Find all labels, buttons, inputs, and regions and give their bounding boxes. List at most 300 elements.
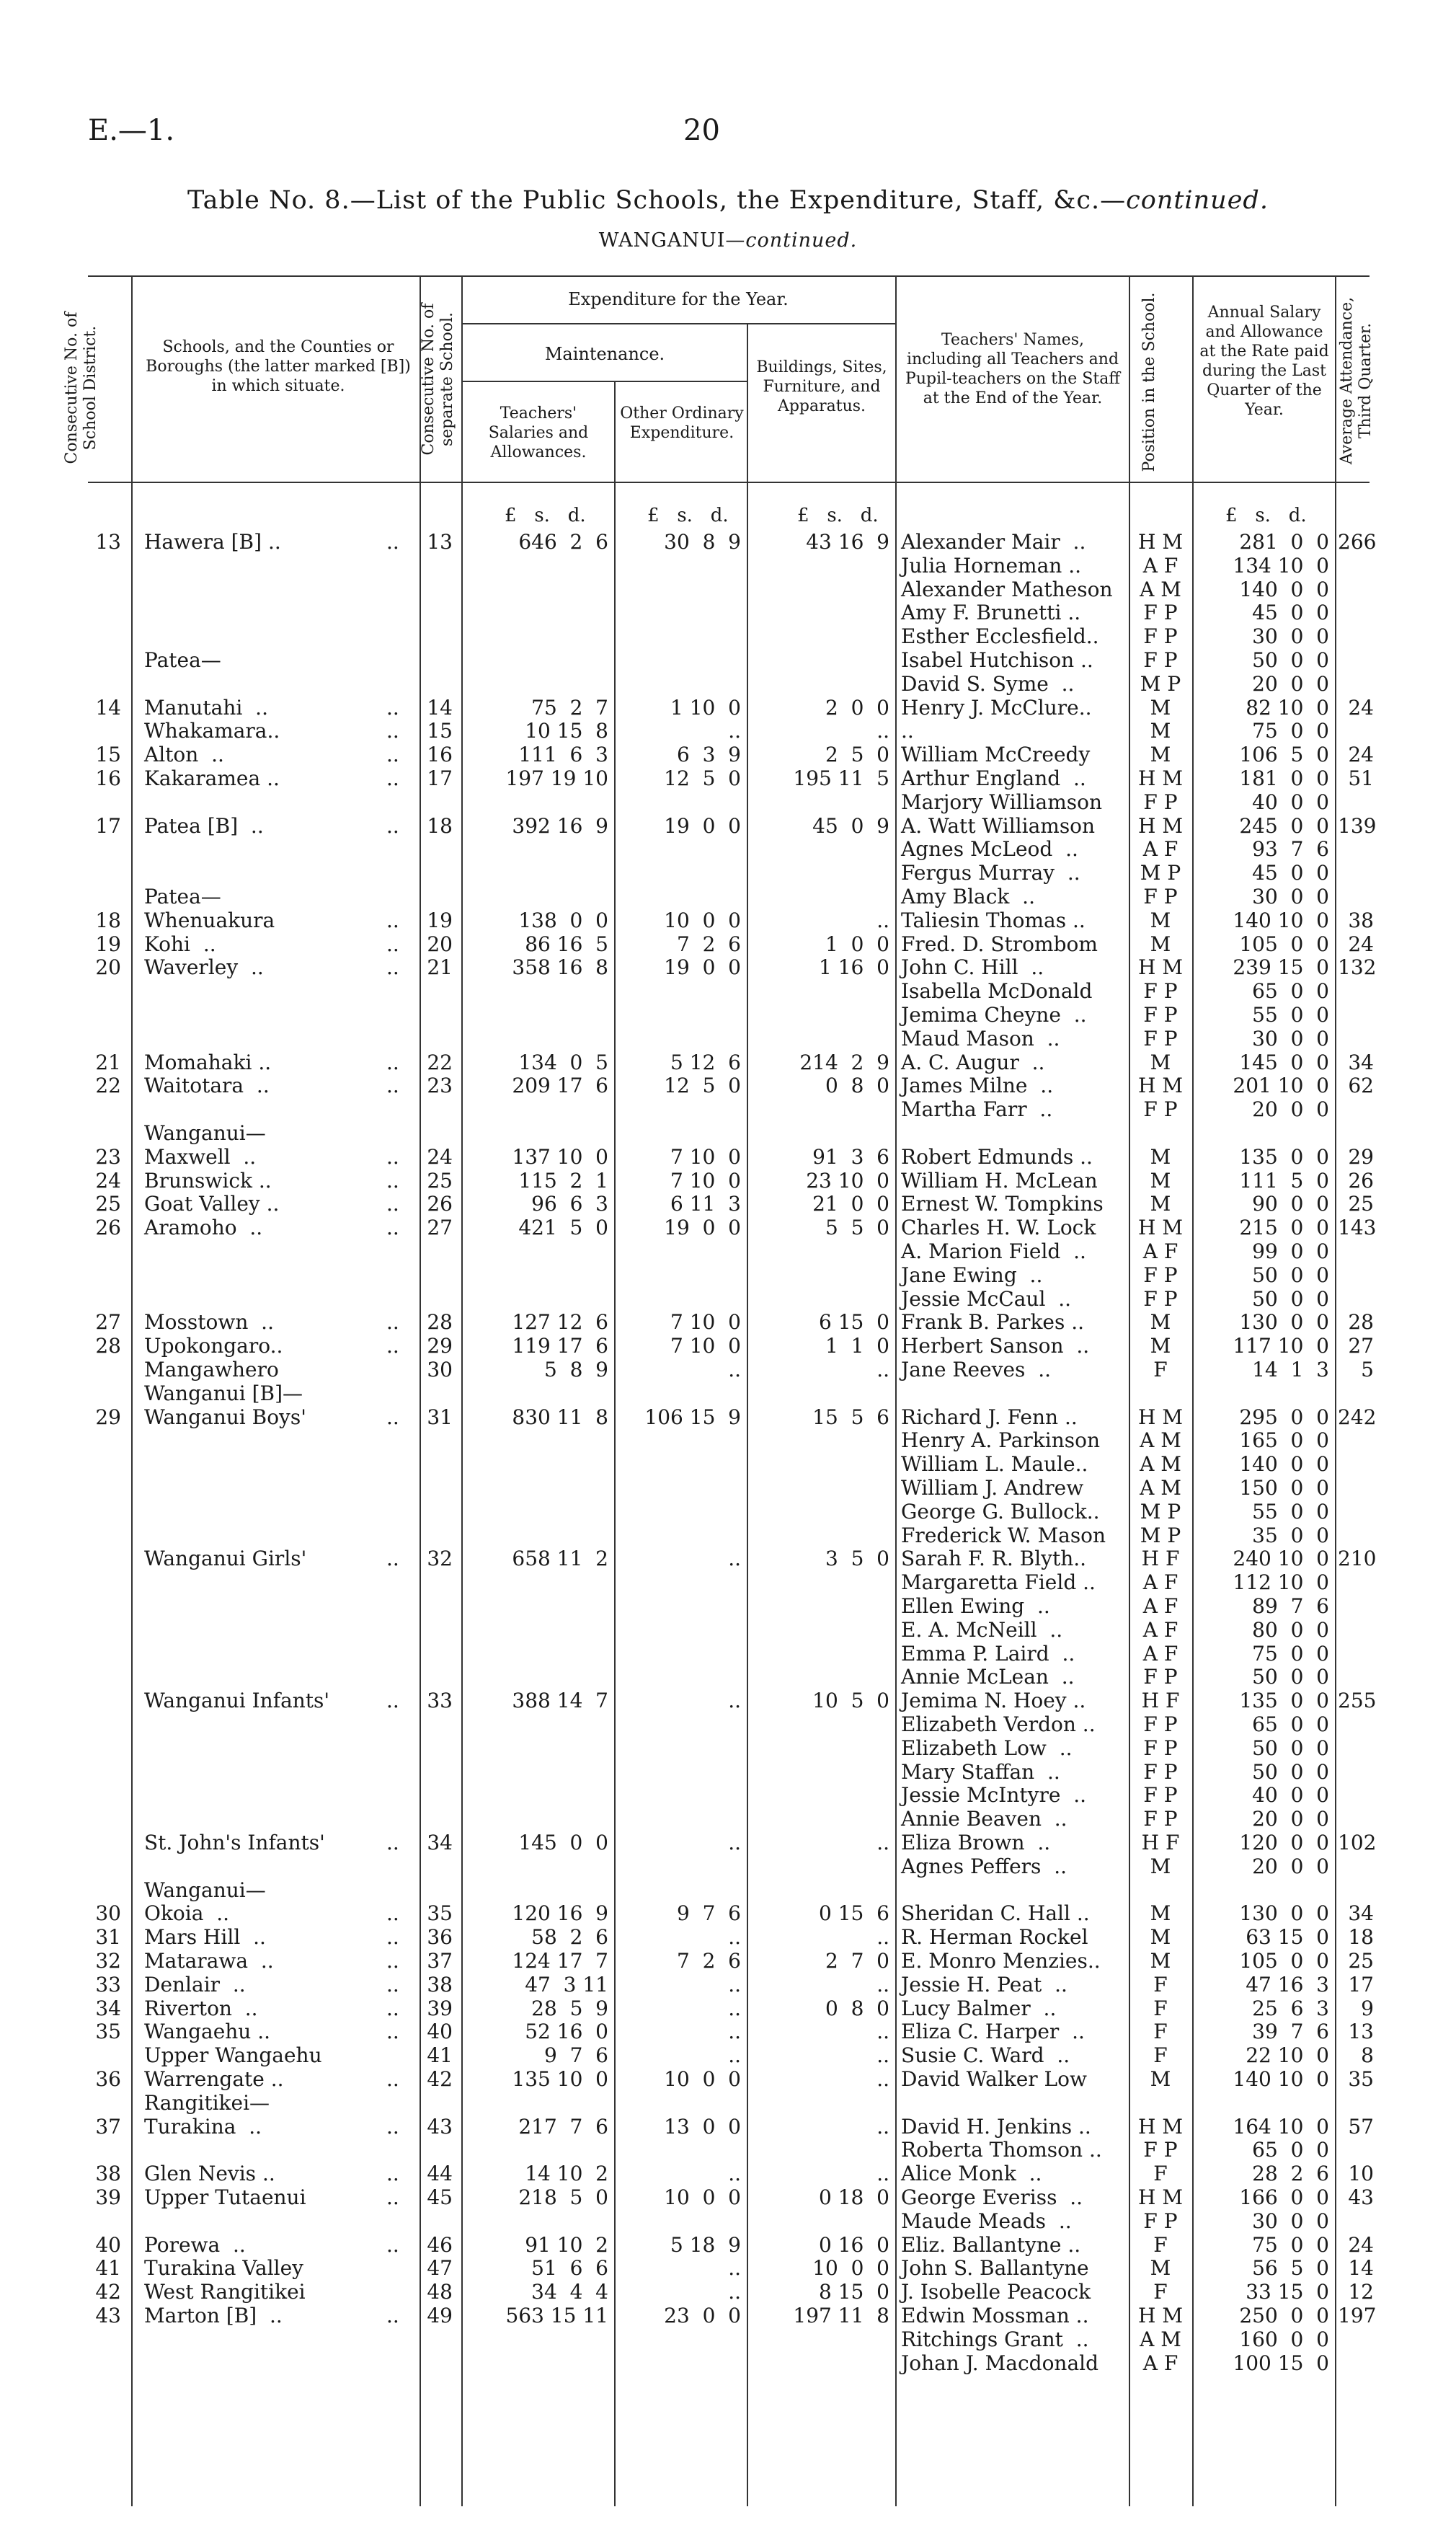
table-row [0, 862, 1456, 885]
attendance: 29 [1348, 1144, 1374, 1169]
table-row [0, 649, 1456, 672]
table-row [0, 1382, 1456, 1405]
table-row [0, 1879, 1456, 1902]
school-name: Turakina .. [144, 2114, 262, 2139]
buildings: .. [876, 2162, 889, 2186]
school-no: 22 [427, 1050, 453, 1074]
table-row [0, 1406, 1456, 1429]
teacher-name: Eliza C. Harper .. [901, 2020, 1085, 2044]
school-name: Mosstown .. [144, 1310, 274, 1335]
leader-dots: .. [386, 2020, 399, 2044]
salary-rate: 140 10 0 [1233, 908, 1329, 932]
school-no: 39 [427, 1996, 453, 2020]
attendance: 242 [1338, 1405, 1377, 1429]
school-name: Upper Wangaehu [144, 2043, 322, 2068]
position: F P [1143, 1097, 1178, 1122]
teacher-name: Arthur England .. [901, 766, 1086, 790]
leader-dots: .. [386, 1310, 399, 1335]
position: M [1150, 1854, 1171, 1878]
salary-rate: 20 0 0 [1252, 1097, 1329, 1122]
attendance: 24 [1348, 743, 1374, 767]
school-no: 29 [427, 1334, 453, 1358]
teacher-name: William J. Andrew [901, 1476, 1084, 1500]
attendance: 17 [1348, 1972, 1374, 1997]
position: M P [1140, 671, 1181, 696]
other-expenditure: .. [728, 2162, 741, 2186]
position: M [1150, 1334, 1171, 1358]
teacher-name: Fergus Murray .. [901, 861, 1080, 885]
teacher-name: J. Isobelle Peacock [901, 2280, 1091, 2304]
attendance: 24 [1348, 695, 1374, 720]
salary-rate: 105 0 0 [1239, 1949, 1329, 1973]
table-row [0, 1240, 1456, 1263]
table-row [0, 933, 1456, 956]
school-name: Waverley .. [144, 955, 264, 980]
title-continued: continued. [1126, 186, 1269, 215]
teacher-name: A. Watt Williamson [901, 813, 1096, 838]
teacher-name: John C. Hill .. [901, 955, 1044, 980]
school-no: 15 [427, 719, 453, 743]
teacher-name: Eliz. Ballantyne .. [901, 2232, 1081, 2257]
salary-rate: 22 10 0 [1246, 2043, 1329, 2068]
attendance: 102 [1338, 1831, 1377, 1854]
teacher-name: Roberta Thomson .. [901, 2138, 1102, 2162]
leader-dots: .. [386, 2067, 399, 2091]
position: M [1150, 1192, 1171, 1216]
district-no: 33 [95, 1972, 121, 1997]
leader-dots: .. [386, 766, 399, 790]
school-no: 28 [427, 1310, 453, 1335]
salary-rate: 45 0 0 [1252, 861, 1329, 885]
table-row [0, 2234, 1456, 2257]
district-continued: continued. [745, 229, 858, 252]
buildings: 214 2 9 [799, 1050, 889, 1074]
school-name: Wanganui— [144, 1878, 266, 1902]
teacher-name: Julia Horneman .. [901, 553, 1082, 578]
school-name: Turakina Valley [144, 2256, 303, 2281]
school-no: 34 [427, 1831, 453, 1854]
position: F [1153, 2162, 1168, 2186]
other-expenditure: 19 0 0 [664, 813, 741, 838]
district-no: 41 [95, 2256, 121, 2281]
salary-rate: 40 0 0 [1252, 790, 1329, 814]
buildings: 10 0 0 [812, 2256, 889, 2281]
attendance: 62 [1348, 1074, 1374, 1098]
salary-rate: 45 0 0 [1252, 601, 1329, 625]
table-row [0, 2186, 1456, 2209]
salaries: 96 6 3 [531, 1192, 608, 1216]
teacher-name: Jemima N. Hoey .. [901, 1689, 1086, 1713]
other-expenditure: 7 2 6 [676, 932, 741, 956]
position: F P [1143, 1759, 1178, 1784]
other-expenditure: 1 10 0 [670, 695, 741, 720]
position: F P [1143, 1003, 1178, 1027]
position: H M [1138, 813, 1183, 838]
salary-rate: 150 0 0 [1239, 1476, 1329, 1500]
school-name: Hawera [B] .. [144, 530, 281, 554]
buildings: 1 16 0 [819, 955, 889, 980]
district-no: 27 [95, 1310, 121, 1335]
attendance: 14 [1348, 2256, 1374, 2281]
attendance: 43 [1348, 2185, 1374, 2209]
salaries: 658 11 2 [512, 1547, 608, 1571]
table-row [0, 1855, 1456, 1878]
salary-rate: 100 15 0 [1233, 2351, 1329, 2375]
other-expenditure: .. [728, 1831, 741, 1854]
position: H M [1138, 2304, 1183, 2327]
units-other: £ s. d. [647, 505, 729, 526]
position: F P [1143, 979, 1178, 1004]
other-expenditure: 13 0 0 [664, 2114, 741, 2139]
salary-rate: 160 0 0 [1239, 2327, 1329, 2351]
leader-dots: .. [386, 2162, 399, 2186]
position: H M [1138, 955, 1183, 980]
other-expenditure: 6 11 3 [670, 1192, 741, 1216]
salary-rate: 33 15 0 [1246, 2280, 1329, 2304]
leader-dots: .. [386, 1901, 399, 1926]
teacher-name: Esther Ecclesfield.. [901, 624, 1099, 649]
table-row [0, 1311, 1456, 1334]
position: M [1150, 2256, 1171, 2281]
school-name: Wangaehu .. [144, 2020, 271, 2044]
buildings: 6 15 0 [819, 1310, 889, 1335]
salary-rate: 130 0 0 [1239, 1310, 1329, 1335]
position: A M [1140, 1452, 1181, 1477]
other-expenditure: .. [728, 1996, 741, 2020]
page-identifier: E.—1. [88, 114, 175, 147]
table-row [0, 1429, 1456, 1452]
school-no: 44 [427, 2162, 453, 2186]
district-no: 19 [95, 932, 121, 956]
school-name: Alton .. [144, 743, 224, 767]
buildings: .. [876, 1972, 889, 1997]
table-row [0, 720, 1456, 743]
position: M [1150, 1310, 1171, 1335]
position: F [1153, 2232, 1168, 2257]
table-row [0, 956, 1456, 979]
table-row [0, 1500, 1456, 1524]
salary-rate: 50 0 0 [1252, 648, 1329, 672]
teacher-name: Mary Staffan .. [901, 1759, 1060, 1784]
header-schools: Schools, and the Counties or Boroughs (the latter marked [B]) in which situate. [146, 338, 411, 395]
school-name: Denlair .. [144, 1972, 246, 1997]
salaries: 218 5 0 [518, 2185, 608, 2209]
district-no: 13 [95, 530, 121, 554]
attendance: 139 [1338, 813, 1377, 838]
buildings: .. [876, 2043, 889, 2068]
position: F P [1143, 648, 1178, 672]
attendance: 12 [1348, 2280, 1374, 2304]
district-no: 15 [95, 743, 121, 767]
buildings: .. [876, 2020, 889, 2044]
table-row [0, 2068, 1456, 2091]
table-row [0, 1595, 1456, 1618]
teacher-name: Agnes McLeod .. [901, 837, 1078, 862]
teacher-name: Frederick W. Mason [901, 1523, 1106, 1547]
school-name: Aramoho .. [144, 1216, 263, 1240]
position: M P [1140, 1523, 1181, 1547]
position: F P [1143, 1026, 1178, 1051]
school-name: Whenuakura [144, 908, 275, 932]
teacher-name: William L. Maule.. [901, 1452, 1088, 1477]
school-no: 20 [427, 932, 453, 956]
buildings: .. [876, 1831, 889, 1854]
table-row [0, 697, 1456, 720]
salary-rate: 47 16 3 [1246, 1972, 1329, 1997]
school-name: Warrengate .. [144, 2067, 284, 2091]
table-row [0, 1193, 1456, 1216]
table-row [0, 1004, 1456, 1027]
salary-rate: 20 0 0 [1252, 1807, 1329, 1831]
teacher-name: Robert Edmunds .. [901, 1144, 1093, 1169]
salary-rate: 140 0 0 [1239, 577, 1329, 601]
leader-dots: .. [386, 813, 399, 838]
teacher-name: George Everiss .. [901, 2185, 1083, 2209]
other-expenditure: 7 10 0 [670, 1168, 741, 1193]
table-row [0, 2328, 1456, 2351]
position: F P [1143, 601, 1178, 625]
salaries: 217 7 6 [518, 2114, 608, 2139]
table-row [0, 1335, 1456, 1358]
teacher-name: Taliesin Thomas .. [901, 908, 1086, 932]
school-name: Mangawhero [144, 1358, 279, 1381]
table-row [0, 791, 1456, 814]
header-maintenance: Maintenance. [544, 344, 665, 364]
buildings: 91 3 6 [812, 1144, 889, 1169]
salary-rate: 250 0 0 [1239, 2304, 1329, 2327]
teacher-name: Elizabeth Low .. [901, 1736, 1073, 1760]
school-no: 33 [427, 1689, 453, 1713]
position: A F [1142, 1617, 1178, 1642]
teacher-name: Amy F. Brunetti .. [901, 601, 1081, 625]
teacher-name: George G. Bullock.. [901, 1499, 1100, 1524]
buildings: 0 18 0 [819, 2185, 889, 2209]
school-no: 42 [427, 2067, 453, 2091]
district-no: 38 [95, 2162, 121, 2186]
table-row [0, 2304, 1456, 2327]
header-salaries: Teachers' Salaries and Allowances. [488, 404, 589, 461]
district-no: 26 [95, 1216, 121, 1240]
salary-rate: 20 0 0 [1252, 671, 1329, 696]
other-expenditure: 7 10 0 [670, 1334, 741, 1358]
salary-rate: 120 0 0 [1239, 1831, 1329, 1854]
position: A F [1142, 1239, 1178, 1263]
table-row [0, 1169, 1456, 1193]
salaries: 120 16 9 [512, 1901, 608, 1926]
salary-rate: 30 0 0 [1252, 2208, 1329, 2233]
buildings: 8 15 0 [819, 2280, 889, 2304]
title-main: Table No. 8.—List of the Public Schools, the Expenditure, Staff, &c.— [187, 186, 1127, 215]
district-name: WANGANUI— [598, 229, 746, 252]
salaries: 137 10 0 [512, 1144, 608, 1169]
table-row [0, 1784, 1456, 1807]
leader-dots: .. [386, 1972, 399, 1997]
position: A M [1140, 1476, 1181, 1500]
table-row [0, 1146, 1456, 1169]
table-row [0, 2044, 1456, 2067]
salary-rate: 14 1 3 [1252, 1358, 1329, 1381]
position: A F [1142, 2351, 1178, 2375]
attendance: 9 [1361, 1996, 1374, 2020]
position: A F [1142, 1641, 1178, 1666]
teacher-name: Ellen Ewing .. [901, 1594, 1050, 1618]
teacher-name: Maude Meads .. [901, 2208, 1072, 2233]
table-row [0, 1547, 1456, 1570]
position: A F [1142, 1570, 1178, 1595]
district-no: 28 [95, 1334, 121, 1358]
school-no: 41 [427, 2043, 453, 2068]
other-expenditure: 7 10 0 [670, 1310, 741, 1335]
teacher-name: Sheridan C. Hall .. [901, 1901, 1090, 1926]
teacher-name: Margaretta Field .. [901, 1570, 1096, 1595]
school-no: 47 [427, 2256, 453, 2281]
position: A M [1140, 2327, 1181, 2351]
salaries: 209 17 6 [512, 1074, 608, 1098]
other-expenditure: 19 0 0 [664, 955, 741, 980]
salaries: 135 10 0 [512, 2067, 608, 2091]
teacher-name: Jessie McCaul .. [901, 1286, 1072, 1311]
salary-rate: 28 2 6 [1252, 2162, 1329, 2186]
other-expenditure: 7 2 6 [676, 1949, 741, 1973]
other-expenditure: .. [728, 2256, 741, 2281]
buildings: 0 15 6 [819, 1901, 889, 1926]
school-name: Porewa .. [144, 2232, 246, 2257]
salary-rate: 164 10 0 [1233, 2114, 1329, 2139]
school-no: 21 [427, 955, 453, 980]
header-district-no: Consecutive No. of School District. [63, 311, 99, 464]
table-row [0, 1619, 1456, 1642]
salary-rate: 63 15 0 [1246, 1925, 1329, 1950]
buildings: 2 0 0 [825, 695, 889, 720]
table-row [0, 2092, 1456, 2115]
position: H F [1141, 1831, 1180, 1854]
salary-rate: 82 10 0 [1246, 695, 1329, 720]
school-name: Manutahi .. [144, 695, 268, 720]
school-no: 45 [427, 2185, 453, 2209]
salary-rate: 181 0 0 [1239, 766, 1329, 790]
teacher-name: James Milne .. [901, 1074, 1054, 1098]
buildings: .. [876, 2067, 889, 2091]
teacher-name: Elizabeth Verdon .. [901, 1712, 1096, 1736]
table-row [0, 980, 1456, 1003]
school-name: Upper Tutaenui [144, 2185, 306, 2209]
leader-dots: .. [386, 1074, 399, 1098]
other-expenditure: 12 5 0 [664, 1074, 741, 1098]
attendance: 26 [1348, 1168, 1374, 1193]
position: M [1150, 1144, 1171, 1169]
position: M [1150, 695, 1171, 720]
school-no: 48 [427, 2280, 453, 2304]
leader-dots: .. [386, 1949, 399, 1973]
position: H M [1138, 530, 1183, 554]
table-row [0, 2352, 1456, 2375]
teacher-name: Alice Monk .. [901, 2162, 1042, 2186]
position: F P [1143, 624, 1178, 649]
salaries: 91 10 2 [525, 2232, 608, 2257]
district-no: 21 [95, 1050, 121, 1074]
table-row [0, 743, 1456, 766]
buildings: 1 0 0 [825, 932, 889, 956]
salary-rate: 55 0 0 [1252, 1499, 1329, 1524]
attendance: 5 [1361, 1358, 1374, 1381]
table-row [0, 1524, 1456, 1547]
buildings: .. [876, 1358, 889, 1381]
school-name: St. John's Infants' [144, 1831, 325, 1854]
leader-dots: .. [386, 2304, 399, 2327]
salary-rate: 130 0 0 [1239, 1901, 1329, 1926]
teacher-name: Herbert Sanson .. [901, 1334, 1090, 1358]
buildings: 43 16 9 [806, 530, 889, 554]
buildings: 2 5 0 [825, 743, 889, 767]
salaries: 646 2 6 [518, 530, 608, 554]
school-no: 24 [427, 1144, 453, 1169]
position: F [1153, 2020, 1168, 2044]
school-name: Wanganui Boys' [144, 1405, 306, 1429]
district-no: 32 [95, 1949, 121, 1973]
salary-rate: 80 0 0 [1252, 1617, 1329, 1642]
district-no: 30 [95, 1901, 121, 1926]
buildings: 23 10 0 [806, 1168, 889, 1193]
other-expenditure: .. [728, 1972, 741, 1997]
district-no: 42 [95, 2280, 121, 2304]
district-no: 16 [95, 766, 121, 790]
leader-dots: .. [386, 1168, 399, 1193]
district-no: 18 [95, 908, 121, 932]
position: M [1150, 908, 1171, 932]
teacher-name: Jessie McIntyre .. [901, 1783, 1087, 1808]
salary-rate: 65 0 0 [1252, 2138, 1329, 2162]
position: F P [1143, 2208, 1178, 2233]
district-no: 25 [95, 1192, 121, 1216]
attendance: 266 [1338, 530, 1377, 554]
other-expenditure: 7 10 0 [670, 1144, 741, 1169]
attendance: 38 [1348, 908, 1374, 932]
teacher-name: Annie Beaven .. [901, 1807, 1067, 1831]
school-no: 23 [427, 1074, 453, 1098]
salary-rate: 20 0 0 [1252, 1854, 1329, 1878]
buildings: 21 0 0 [812, 1192, 889, 1216]
attendance: 25 [1348, 1192, 1374, 1216]
teacher-name: Eliza Brown .. [901, 1831, 1051, 1854]
school-name: Waitotara .. [144, 1074, 270, 1098]
leader-dots: .. [386, 908, 399, 932]
position: F P [1143, 1807, 1178, 1831]
salaries: 124 17 7 [512, 1949, 608, 1973]
school-no: 18 [427, 813, 453, 838]
buildings: 195 11 5 [793, 766, 889, 790]
leader-dots: .. [386, 719, 399, 743]
leader-dots: .. [386, 2114, 399, 2139]
school-no: 19 [427, 908, 453, 932]
district-no: 20 [95, 955, 121, 980]
district-no: 22 [95, 1074, 121, 1098]
attendance: 34 [1348, 1901, 1374, 1926]
district-no: 37 [95, 2114, 121, 2139]
leader-dots: .. [386, 1547, 399, 1571]
leader-dots: .. [386, 1689, 399, 1713]
salary-rate: 165 0 0 [1239, 1428, 1329, 1453]
table-row [0, 2139, 1456, 2162]
position: F P [1143, 1712, 1178, 1736]
salary-rate: 35 0 0 [1252, 1523, 1329, 1547]
salary-rate: 40 0 0 [1252, 1783, 1329, 1808]
attendance: 27 [1348, 1334, 1374, 1358]
school-no: 46 [427, 2232, 453, 2257]
salary-rate: 39 7 6 [1252, 2020, 1329, 2044]
district-no: 14 [95, 695, 121, 720]
teacher-name: William H. McLean [901, 1168, 1098, 1193]
table-row [0, 1997, 1456, 2020]
